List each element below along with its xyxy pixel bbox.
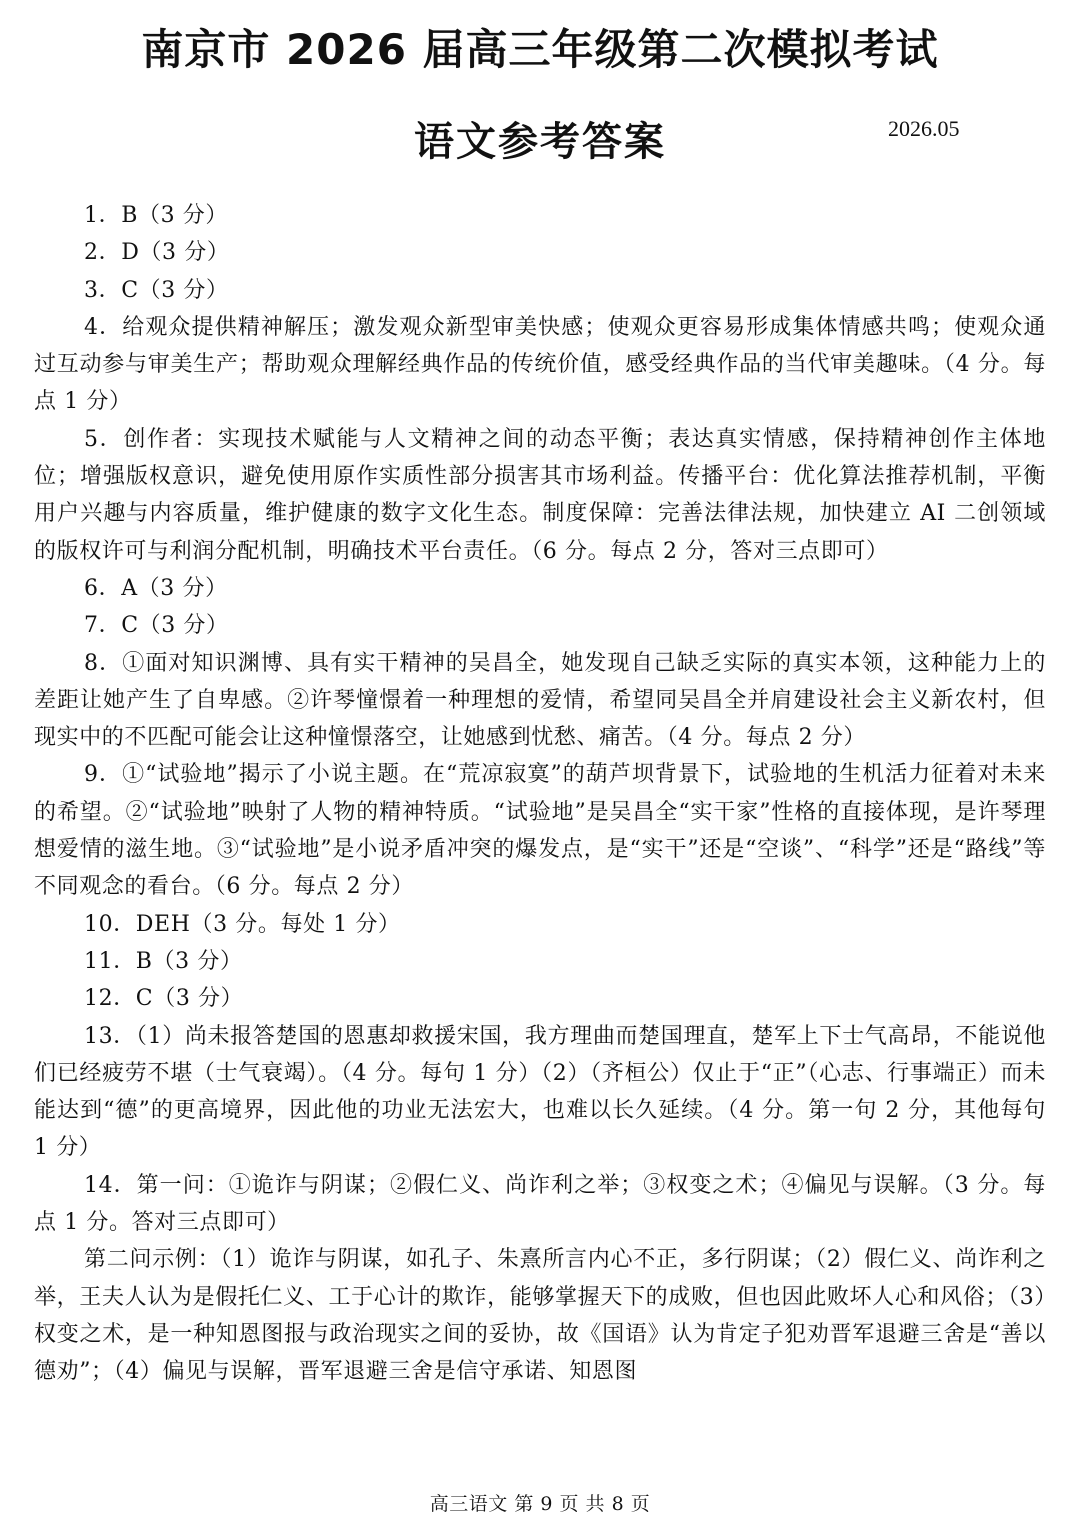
answer-item-5: 5．创作者：实现技术赋能与人文精神之间的动态平衡；表达真实情感，保持精神创作主体地位；增强版权意识，避免使用原作实质性部分损害其市场利益。传播平台：优化算法推荐机制，平衡用户兴趣与内容质量，维护健康的数字文化生态。制度保障：完善法律法规，加快建立 AI 二创领域的版权许可与利润分配机制，明确技术平台责任。（6 分。每点 2 分，答对三点即可） — [34, 426, 1046, 564]
answer-item-12: 12．C（3 分） — [84, 986, 244, 1012]
answer-item-11: 11．B（3 分） — [84, 948, 243, 974]
answer-item-4: 4．给观众提供精神解压；激发观众新型审美快感；使观众更容易形成集体情感共鸣；使观众通过互动参与审美生产；帮助观众理解经典作品的传统价值，感受经典作品的当代审美趣味。（4 分。每点 1 分） — [34, 314, 1046, 415]
answer-item-10: 10．DEH（3 分。每处 1 分） — [84, 911, 401, 937]
exam-date: 2026.05 — [888, 116, 960, 141]
answer-item-13: 13．（1）尚未报答楚国的恩惠却救援宋国，我方理曲而楚国理直，楚军上下士气高昂，不能说他们已经疲劳不堪（士气衰竭）。（4 分。每句 1 分）（2）（齐桓公）仅止于“正”（心志、行事端正）而未能达到“德”的更高境界，因此他的功业无法宏大，也难以长久延续。（4 分。第一句 2 分，其他每句 1 分） — [34, 1023, 1046, 1161]
answer-item-14-part-2: 第二问示例：（1）诡诈与阴谋，如孔子、朱熹所言内心不正，多行阴谋；（2）假仁义、尚诈利之举，王夫人认为是假托仁义、工于心计的欺诈，能够掌握天下的成败，但也因此败坏人心和风俗；（3）权变之术，是一种知恩图报与政治现实之间的妥协，故《国语》认为肯定子犯劝晋军退避三舍是“善以德劝”；（4）偏见与误解，晋军退避三舍是信守承诺、知恩图 — [34, 1247, 1046, 1385]
answer-item-6: 6．A（3 分） — [84, 575, 228, 601]
answer-item-3: 3．C（3 分） — [84, 277, 229, 303]
page-footer: 高三语文 第 9 页 共 8 页 — [429, 1493, 651, 1515]
answer-item-7: 7．C（3 分） — [84, 613, 229, 639]
exam-title: 南京市 2026 届高三年级第二次模拟考试 — [141, 25, 939, 74]
answer-item-1: 1．B（3 分） — [84, 203, 228, 228]
answer-item-2: 2．D（3 分） — [84, 240, 230, 266]
answer-item-8: 8．①面对知识渊博、具有实干精神的吴昌全，她发现自己缺乏实际的真实本领，这种能力上的差距让她产生了自卑感。②许琴憧憬着一种理想的爱情，希望同吴昌全并肩建设社会主义新农村，但现实中的不匹配可能会让这种憧憬落空，让她感到忧愁、痛苦。（4 分。每点 2 分） — [34, 650, 1046, 751]
answer-item-9: 9．①“试验地”揭示了小说主题。在“荒凉寂寞”的葫芦坝背景下，试验地的生机活力征着对未来的希望。②“试验地”映射了人物的精神特质。“试验地”是吴昌全“实干家”性格的直接体现，是许琴理想爱情的滋生地。③“试验地”是小说矛盾冲突的爆发点，是“实干”还是“空谈”、“科学”还是“路线”等不同观念的看台。（6 分。每点 2 分） — [34, 762, 1046, 900]
answer-key-subtitle: 语文参考答案 — [414, 119, 666, 165]
answer-item-14: 14．第一问：①诡诈与阴谋；②假仁义、尚诈利之举；③权变之术；④偏见与误解。（3 分。每点 1 分。答对三点即可） — [34, 1172, 1046, 1236]
answer-list — [34, 197, 1046, 1391]
